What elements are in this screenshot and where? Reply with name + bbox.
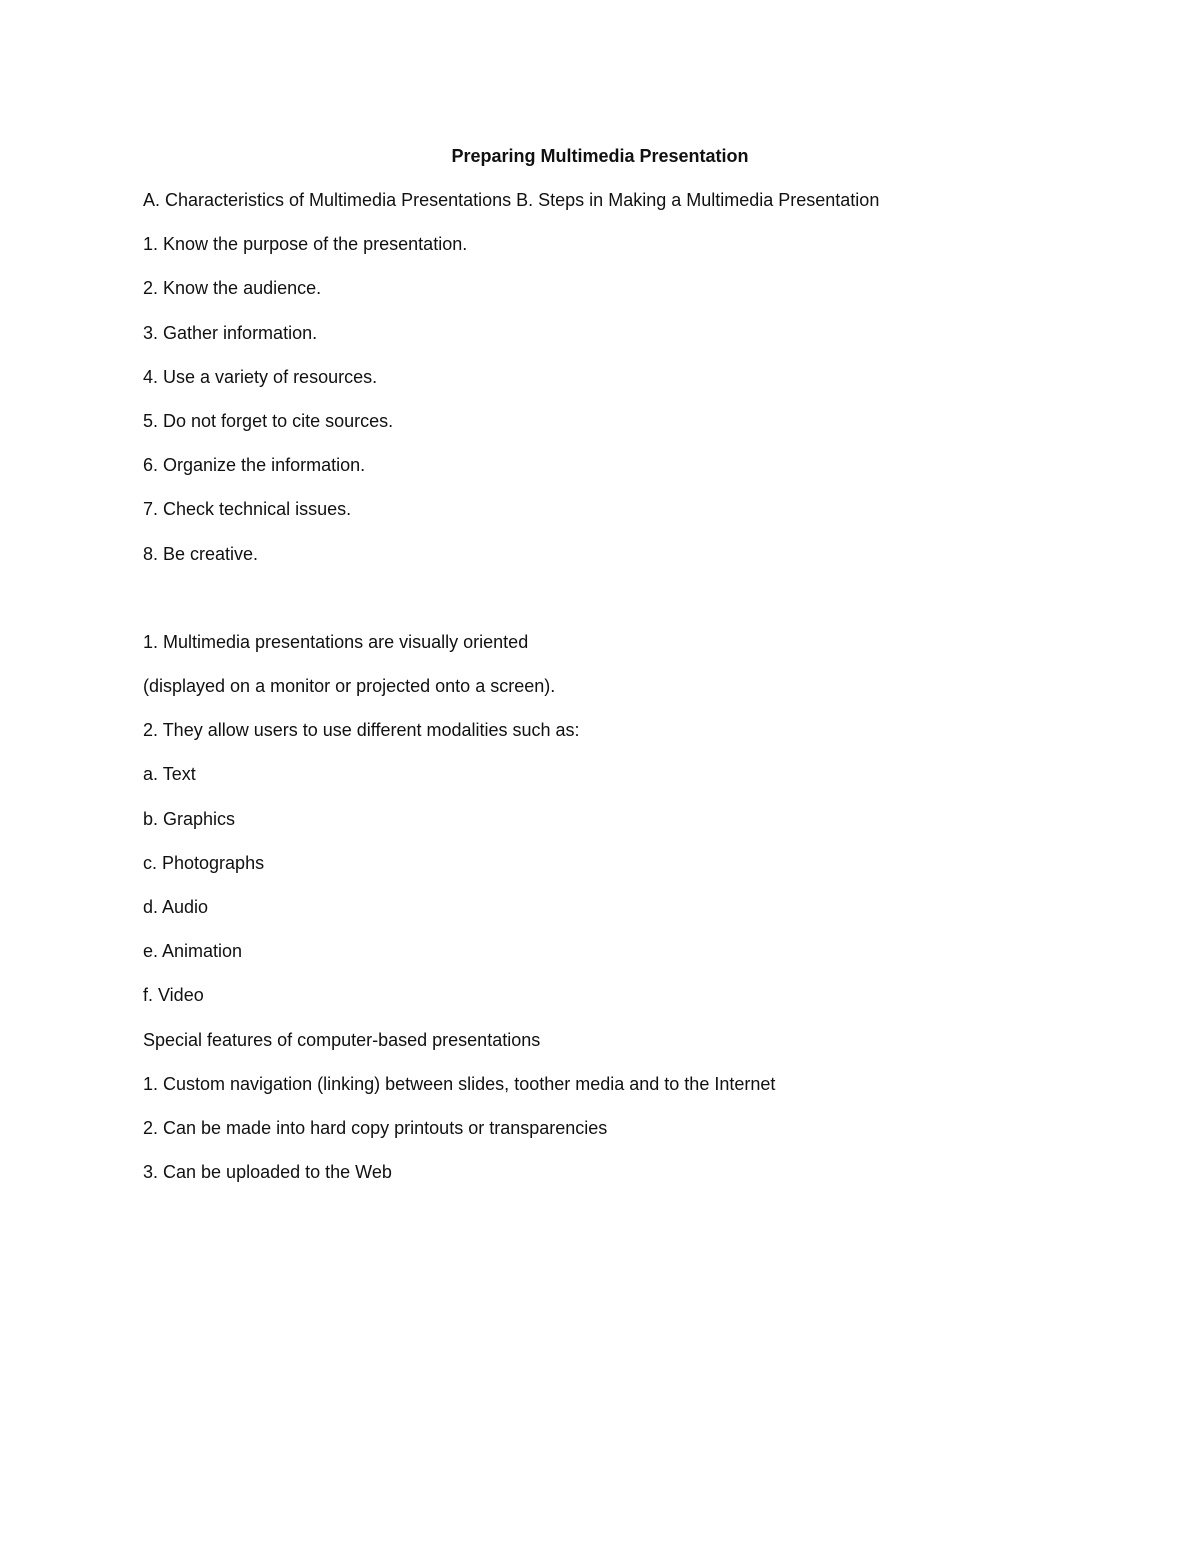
step-item: 4. Use a variety of resources.: [143, 366, 378, 387]
modality-item: a. Text: [143, 764, 196, 785]
blank-line: [143, 586, 1103, 630]
modality-item: f. Video: [143, 985, 204, 1006]
document-body: [143, 188, 1103, 1204]
step-item: 6. Organize the information.: [143, 455, 366, 476]
special-feature-item: 1. Custom navigation (linking) between slides, toother media and to the Internet: [143, 1073, 776, 1094]
step-item: 8. Be creative.: [143, 543, 259, 564]
modality-item: b. Graphics: [143, 808, 236, 829]
modality-item: c. Photographs: [143, 852, 265, 873]
step-item: 7. Check technical issues.: [143, 499, 352, 520]
modality-item: e. Animation: [143, 941, 243, 962]
document-title: Preparing Multimedia Presentation: [451, 146, 749, 166]
step-item: 3. Gather information.: [143, 322, 318, 343]
special-feature-item: 3. Can be uploaded to the Web: [143, 1162, 392, 1183]
modality-item: d. Audio: [143, 897, 209, 917]
step-item: 5. Do not forget to cite sources.: [143, 410, 394, 431]
step-item: 1. Know the purpose of the presentation.: [143, 234, 468, 255]
characteristic-item: 1. Multimedia presentations are visually oriented: [143, 631, 529, 652]
heading-line: A. Characteristics of Multimedia Presentations B. Steps in Making a Multimedia Presentation: [143, 190, 880, 210]
characteristic-item: 2. They allow users to use different modalities such as:: [143, 720, 580, 741]
special-features-heading: Special features of computer-based presentations: [143, 1029, 541, 1050]
characteristic-item: (displayed on a monitor or projected onto a screen).: [143, 676, 556, 697]
step-item: 2. Know the audience.: [143, 278, 322, 299]
special-feature-item: 2. Can be made into hard copy printouts or transparencies: [143, 1117, 608, 1138]
